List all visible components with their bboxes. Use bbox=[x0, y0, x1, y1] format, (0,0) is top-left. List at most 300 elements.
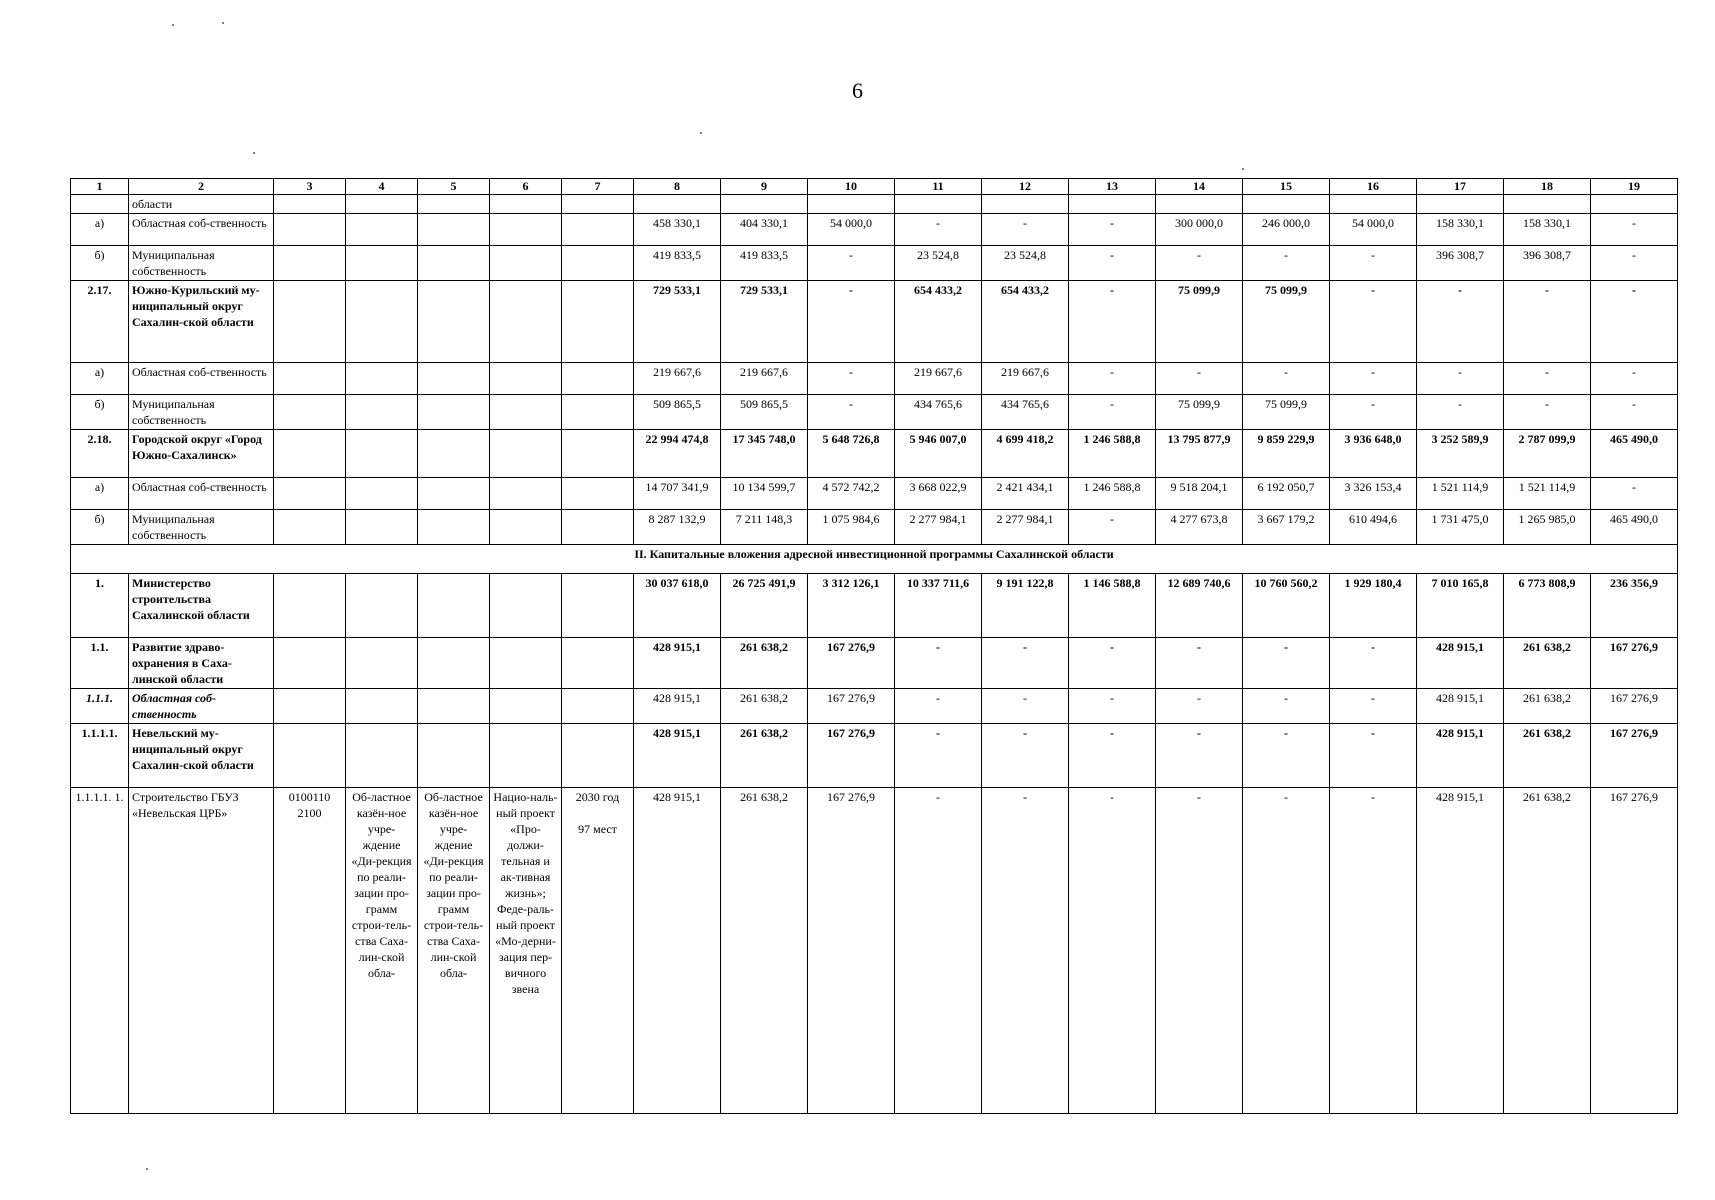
cell-col-4 bbox=[346, 363, 418, 395]
column-number-19: 19 bbox=[1591, 179, 1678, 195]
cell-col-16: - bbox=[1330, 689, 1417, 724]
column-number-10: 10 bbox=[808, 179, 895, 195]
cell-col-1: б) bbox=[71, 510, 129, 545]
cell-col-16: 1 929 180,4 bbox=[1330, 574, 1417, 638]
cell-col-19: - bbox=[1591, 395, 1678, 430]
cell-col-14: - bbox=[1156, 638, 1243, 689]
cell-col-11: 654 433,2 bbox=[895, 281, 982, 363]
cell-col-3 bbox=[274, 478, 346, 510]
cell-col-8: 458 330,1 bbox=[634, 214, 721, 246]
cell-col-15: 6 192 050,7 bbox=[1243, 478, 1330, 510]
cell-col-12: - bbox=[982, 724, 1069, 788]
cell-col-9: 26 725 491,9 bbox=[721, 574, 808, 638]
cell-col-3 bbox=[274, 724, 346, 788]
cell-col-15 bbox=[1243, 195, 1330, 214]
scan-speck bbox=[253, 152, 255, 154]
cell-col-14: - bbox=[1156, 724, 1243, 788]
cell-col-14: - bbox=[1156, 246, 1243, 281]
cell-col-10: 1 075 984,6 bbox=[808, 510, 895, 545]
cell-col-5 bbox=[418, 395, 490, 430]
cell-col-2: Муниципальная собственность bbox=[129, 510, 274, 545]
cell-col-10: 5 648 726,8 bbox=[808, 430, 895, 478]
cell-col-6 bbox=[490, 246, 562, 281]
cell-col-19: 167 276,9 bbox=[1591, 638, 1678, 689]
cell-col-1: б) bbox=[71, 395, 129, 430]
cell-col-16: 3 326 153,4 bbox=[1330, 478, 1417, 510]
column-number-6: 6 bbox=[490, 179, 562, 195]
cell-col-3 bbox=[274, 395, 346, 430]
cell-col-13: - bbox=[1069, 788, 1156, 1114]
cell-col-16: - bbox=[1330, 363, 1417, 395]
cell-col-18: 396 308,7 bbox=[1504, 246, 1591, 281]
cell-col-12: 434 765,6 bbox=[982, 395, 1069, 430]
scan-speck bbox=[172, 24, 174, 26]
cell-col-15: - bbox=[1243, 638, 1330, 689]
cell-col-13: - bbox=[1069, 724, 1156, 788]
cell-col-4 bbox=[346, 638, 418, 689]
cell-col-4: Об-ластное казён-ное учре-ждение «Ди-рекция по реали-зации про-грамм строи-тель-ства Саха-лин-ской обла- bbox=[346, 788, 418, 1114]
cell-col-11: - bbox=[895, 638, 982, 689]
cell-col-2: Муниципальная собственность bbox=[129, 246, 274, 281]
table-row bbox=[71, 195, 1678, 214]
cell-col-16: 3 936 648,0 bbox=[1330, 430, 1417, 478]
table-row bbox=[71, 430, 1678, 478]
table-row bbox=[71, 689, 1678, 724]
cell-col-10: 167 276,9 bbox=[808, 638, 895, 689]
cell-col-18: 261 638,2 bbox=[1504, 638, 1591, 689]
cell-col-12: - bbox=[982, 214, 1069, 246]
cell-col-15: - bbox=[1243, 689, 1330, 724]
cell-col-9 bbox=[721, 195, 808, 214]
cell-col-18: 261 638,2 bbox=[1504, 788, 1591, 1114]
cell-col-8: 14 707 341,9 bbox=[634, 478, 721, 510]
cell-col-4 bbox=[346, 430, 418, 478]
cell-col-2: Городской округ «Город Южно-Сахалинск» bbox=[129, 430, 274, 478]
cell-col-2: Невельский му-ниципальный округ Сахалин-ской области bbox=[129, 724, 274, 788]
column-number-12: 12 bbox=[982, 179, 1069, 195]
column-number-14: 14 bbox=[1156, 179, 1243, 195]
cell-col-19: 236 356,9 bbox=[1591, 574, 1678, 638]
cell-col-12: 219 667,6 bbox=[982, 363, 1069, 395]
cell-col-12: 4 699 418,2 bbox=[982, 430, 1069, 478]
cell-col-9: 509 865,5 bbox=[721, 395, 808, 430]
cell-col-3 bbox=[274, 214, 346, 246]
column-number-13: 13 bbox=[1069, 179, 1156, 195]
table-row bbox=[71, 510, 1678, 545]
cell-col-1: 1.1. bbox=[71, 638, 129, 689]
cell-col-6 bbox=[490, 478, 562, 510]
cell-col-16: - bbox=[1330, 638, 1417, 689]
cell-col-16: 54 000,0 bbox=[1330, 214, 1417, 246]
cell-col-5 bbox=[418, 724, 490, 788]
cell-col-11: 3 668 022,9 bbox=[895, 478, 982, 510]
cell-col-10: - bbox=[808, 246, 895, 281]
cell-col-11: 23 524,8 bbox=[895, 246, 982, 281]
table-row bbox=[71, 214, 1678, 246]
cell-col-13: - bbox=[1069, 281, 1156, 363]
cell-col-10: - bbox=[808, 281, 895, 363]
cell-col-14: - bbox=[1156, 363, 1243, 395]
cell-col-9: 419 833,5 bbox=[721, 246, 808, 281]
cell-col-18: 1 265 985,0 bbox=[1504, 510, 1591, 545]
cell-col-4 bbox=[346, 214, 418, 246]
cell-col-9: 261 638,2 bbox=[721, 788, 808, 1114]
cell-col-9: 261 638,2 bbox=[721, 724, 808, 788]
cell-col-19: 167 276,9 bbox=[1591, 724, 1678, 788]
table-row bbox=[71, 478, 1678, 510]
cell-col-12: 2 421 434,1 bbox=[982, 478, 1069, 510]
cell-col-3 bbox=[274, 510, 346, 545]
cell-col-9: 729 533,1 bbox=[721, 281, 808, 363]
column-number-15: 15 bbox=[1243, 179, 1330, 195]
cell-col-19: - bbox=[1591, 478, 1678, 510]
cell-col-13: 1 146 588,8 bbox=[1069, 574, 1156, 638]
cell-col-7 bbox=[562, 214, 634, 246]
table-row bbox=[71, 574, 1678, 638]
cell-col-2: области bbox=[129, 195, 274, 214]
cell-col-6 bbox=[490, 638, 562, 689]
cell-col-8: 428 915,1 bbox=[634, 689, 721, 724]
cell-col-5 bbox=[418, 510, 490, 545]
cell-col-12: - bbox=[982, 689, 1069, 724]
cell-col-13: - bbox=[1069, 395, 1156, 430]
cell-col-17: 7 010 165,8 bbox=[1417, 574, 1504, 638]
cell-col-15: 246 000,0 bbox=[1243, 214, 1330, 246]
cell-col-1: 1. bbox=[71, 574, 129, 638]
cell-col-8: 219 667,6 bbox=[634, 363, 721, 395]
cell-col-4 bbox=[346, 689, 418, 724]
cell-col-3: 0100110 2100 bbox=[274, 788, 346, 1114]
cell-col-8: 22 994 474,8 bbox=[634, 430, 721, 478]
column-number-1: 1 bbox=[71, 179, 129, 195]
cell-col-10: - bbox=[808, 363, 895, 395]
cell-col-4 bbox=[346, 195, 418, 214]
cell-col-6: Нацио-наль-ный проект «Про-должи-тельная и ак-тивная жизнь»; Феде-раль-ный проект «Мо-дерни-зация пер-вичного звена bbox=[490, 788, 562, 1114]
cell-col-6 bbox=[490, 510, 562, 545]
cell-col-9: 404 330,1 bbox=[721, 214, 808, 246]
column-number-3: 3 bbox=[274, 179, 346, 195]
cell-col-2: Областная соб-ственность bbox=[129, 478, 274, 510]
cell-col-17: 1 521 114,9 bbox=[1417, 478, 1504, 510]
cell-col-15: - bbox=[1243, 724, 1330, 788]
cell-col-11: 2 277 984,1 bbox=[895, 510, 982, 545]
cell-col-7 bbox=[562, 689, 634, 724]
cell-col-18 bbox=[1504, 195, 1591, 214]
cell-col-14: - bbox=[1156, 788, 1243, 1114]
cell-col-13: 1 246 588,8 bbox=[1069, 478, 1156, 510]
cell-col-5 bbox=[418, 281, 490, 363]
cell-col-2: Министерство строительства Сахалинской области bbox=[129, 574, 274, 638]
cell-col-13: - bbox=[1069, 689, 1156, 724]
cell-col-3 bbox=[274, 689, 346, 724]
cell-col-5 bbox=[418, 638, 490, 689]
cell-col-15: 9 859 229,9 bbox=[1243, 430, 1330, 478]
cell-col-8: 428 915,1 bbox=[634, 724, 721, 788]
cell-col-3 bbox=[274, 363, 346, 395]
cell-col-17: 428 915,1 bbox=[1417, 788, 1504, 1114]
cell-col-16 bbox=[1330, 195, 1417, 214]
cell-col-13: - bbox=[1069, 214, 1156, 246]
cell-col-15: 10 760 560,2 bbox=[1243, 574, 1330, 638]
cell-col-9: 261 638,2 bbox=[721, 689, 808, 724]
scan-speck bbox=[222, 22, 224, 24]
cell-col-1: 1.1.1.1. bbox=[71, 724, 129, 788]
table-row bbox=[71, 363, 1678, 395]
table-row bbox=[71, 246, 1678, 281]
cell-col-6 bbox=[490, 214, 562, 246]
cell-col-18: - bbox=[1504, 281, 1591, 363]
cell-col-3 bbox=[274, 246, 346, 281]
cell-col-4 bbox=[346, 478, 418, 510]
cell-col-13: - bbox=[1069, 638, 1156, 689]
cell-col-11: - bbox=[895, 214, 982, 246]
cell-col-16: - bbox=[1330, 788, 1417, 1114]
column-number-row bbox=[71, 179, 1678, 195]
cell-col-4 bbox=[346, 724, 418, 788]
cell-col-19: - bbox=[1591, 281, 1678, 363]
cell-col-18: 1 521 114,9 bbox=[1504, 478, 1591, 510]
table-row bbox=[71, 638, 1678, 689]
cell-col-1: 1.1.1.1. 1. bbox=[71, 788, 129, 1114]
cell-col-1: 2.17. bbox=[71, 281, 129, 363]
cell-col-7 bbox=[562, 478, 634, 510]
cell-col-12 bbox=[982, 195, 1069, 214]
scan-speck bbox=[1242, 168, 1244, 170]
cell-col-16: - bbox=[1330, 395, 1417, 430]
cell-col-5 bbox=[418, 214, 490, 246]
column-number-5: 5 bbox=[418, 179, 490, 195]
cell-col-14: 13 795 877,9 bbox=[1156, 430, 1243, 478]
cell-col-11: 434 765,6 bbox=[895, 395, 982, 430]
cell-col-18: - bbox=[1504, 395, 1591, 430]
cell-col-10: 54 000,0 bbox=[808, 214, 895, 246]
cell-col-1: 1.1.1. bbox=[71, 689, 129, 724]
cell-col-5 bbox=[418, 478, 490, 510]
table-row bbox=[71, 724, 1678, 788]
cell-col-14: - bbox=[1156, 689, 1243, 724]
cell-col-17: - bbox=[1417, 395, 1504, 430]
cell-col-6 bbox=[490, 574, 562, 638]
column-number-11: 11 bbox=[895, 179, 982, 195]
cell-col-15: 75 099,9 bbox=[1243, 395, 1330, 430]
cell-col-5 bbox=[418, 689, 490, 724]
cell-col-5 bbox=[418, 430, 490, 478]
cell-col-11: - bbox=[895, 689, 982, 724]
cell-col-6 bbox=[490, 281, 562, 363]
cell-col-7 bbox=[562, 638, 634, 689]
cell-col-6 bbox=[490, 724, 562, 788]
cell-col-2: Областная соб-ственность bbox=[129, 214, 274, 246]
cell-col-8: 729 533,1 bbox=[634, 281, 721, 363]
cell-col-9: 10 134 599,7 bbox=[721, 478, 808, 510]
cell-col-7 bbox=[562, 246, 634, 281]
cell-col-15: 75 099,9 bbox=[1243, 281, 1330, 363]
cell-col-13 bbox=[1069, 195, 1156, 214]
cell-col-6 bbox=[490, 195, 562, 214]
cell-col-19: - bbox=[1591, 363, 1678, 395]
cell-col-14: 12 689 740,6 bbox=[1156, 574, 1243, 638]
investment-table bbox=[70, 178, 1678, 1114]
cell-col-8: 428 915,1 bbox=[634, 788, 721, 1114]
cell-col-19: 465 490,0 bbox=[1591, 510, 1678, 545]
cell-col-19: 167 276,9 bbox=[1591, 788, 1678, 1114]
cell-col-10: 167 276,9 bbox=[808, 724, 895, 788]
cell-col-5: Об-ластное казён-ное учре-ждение «Ди-рекция по реали-зации про-грамм строи-тель-ства Саха-лин-ской обла- bbox=[418, 788, 490, 1114]
cell-col-17: 158 330,1 bbox=[1417, 214, 1504, 246]
cell-col-11: 10 337 711,6 bbox=[895, 574, 982, 638]
section-heading: II. Капитальные вложения адресной инвестиционной программы Сахалинской области bbox=[71, 545, 1678, 574]
cell-col-18: 6 773 808,9 bbox=[1504, 574, 1591, 638]
cell-col-19: 167 276,9 bbox=[1591, 689, 1678, 724]
cell-col-2: Строительство ГБУЗ «Невельская ЦРБ» bbox=[129, 788, 274, 1114]
cell-col-2: Развитие здраво-охранения в Саха-линской области bbox=[129, 638, 274, 689]
cell-col-3 bbox=[274, 281, 346, 363]
cell-col-7 bbox=[562, 574, 634, 638]
cell-col-5 bbox=[418, 195, 490, 214]
cell-col-15: - bbox=[1243, 363, 1330, 395]
cell-col-16: - bbox=[1330, 246, 1417, 281]
cell-col-9: 7 211 148,3 bbox=[721, 510, 808, 545]
cell-col-3 bbox=[274, 638, 346, 689]
cell-col-5 bbox=[418, 574, 490, 638]
cell-col-2: Муниципальная собственность bbox=[129, 395, 274, 430]
cell-col-7: 2030 год 97 мест bbox=[562, 788, 634, 1114]
cell-col-9: 219 667,6 bbox=[721, 363, 808, 395]
cell-col-6 bbox=[490, 395, 562, 430]
cell-col-7 bbox=[562, 430, 634, 478]
cell-col-9: 261 638,2 bbox=[721, 638, 808, 689]
cell-col-7 bbox=[562, 510, 634, 545]
cell-col-8 bbox=[634, 195, 721, 214]
cell-col-8: 419 833,5 bbox=[634, 246, 721, 281]
cell-col-1: б) bbox=[71, 246, 129, 281]
cell-col-12: - bbox=[982, 788, 1069, 1114]
cell-col-17: 428 915,1 bbox=[1417, 689, 1504, 724]
cell-col-13: - bbox=[1069, 363, 1156, 395]
cell-col-5 bbox=[418, 246, 490, 281]
cell-col-12: 23 524,8 bbox=[982, 246, 1069, 281]
cell-col-5 bbox=[418, 363, 490, 395]
cell-col-2: Областная соб-ственность bbox=[129, 689, 274, 724]
table-row bbox=[71, 788, 1678, 1114]
cell-col-7 bbox=[562, 395, 634, 430]
cell-col-8: 428 915,1 bbox=[634, 638, 721, 689]
cell-col-6 bbox=[490, 689, 562, 724]
cell-col-9: 17 345 748,0 bbox=[721, 430, 808, 478]
cell-col-2: Областная соб-ственность bbox=[129, 363, 274, 395]
cell-col-1: а) bbox=[71, 363, 129, 395]
cell-col-13: 1 246 588,8 bbox=[1069, 430, 1156, 478]
table-row bbox=[71, 395, 1678, 430]
scan-speck bbox=[146, 1168, 148, 1170]
cell-col-1: а) bbox=[71, 214, 129, 246]
cell-col-12: - bbox=[982, 638, 1069, 689]
cell-col-6 bbox=[490, 363, 562, 395]
cell-col-15: - bbox=[1243, 788, 1330, 1114]
cell-col-14: 9 518 204,1 bbox=[1156, 478, 1243, 510]
cell-col-18: 261 638,2 bbox=[1504, 689, 1591, 724]
cell-col-17: 428 915,1 bbox=[1417, 724, 1504, 788]
page-number: 6 bbox=[852, 78, 863, 103]
cell-col-11: - bbox=[895, 788, 982, 1114]
cell-col-7 bbox=[562, 363, 634, 395]
cell-col-3 bbox=[274, 195, 346, 214]
cell-col-17: - bbox=[1417, 363, 1504, 395]
scan-speck bbox=[700, 132, 702, 134]
column-number-4: 4 bbox=[346, 179, 418, 195]
column-number-9: 9 bbox=[721, 179, 808, 195]
cell-col-11: 5 946 007,0 bbox=[895, 430, 982, 478]
cell-col-16: - bbox=[1330, 724, 1417, 788]
cell-col-4 bbox=[346, 395, 418, 430]
cell-col-17: 428 915,1 bbox=[1417, 638, 1504, 689]
cell-col-4 bbox=[346, 281, 418, 363]
cell-col-14: 75 099,9 bbox=[1156, 281, 1243, 363]
column-number-2: 2 bbox=[129, 179, 274, 195]
cell-col-4 bbox=[346, 510, 418, 545]
cell-col-1: а) bbox=[71, 478, 129, 510]
cell-col-10: - bbox=[808, 395, 895, 430]
cell-col-14: 300 000,0 bbox=[1156, 214, 1243, 246]
cell-col-14: 75 099,9 bbox=[1156, 395, 1243, 430]
cell-col-16: 610 494,6 bbox=[1330, 510, 1417, 545]
cell-col-8: 509 865,5 bbox=[634, 395, 721, 430]
cell-col-4 bbox=[346, 574, 418, 638]
cell-col-17: 396 308,7 bbox=[1417, 246, 1504, 281]
cell-col-18: 2 787 099,9 bbox=[1504, 430, 1591, 478]
cell-col-7 bbox=[562, 724, 634, 788]
cell-col-19: 465 490,0 bbox=[1591, 430, 1678, 478]
cell-col-11: - bbox=[895, 724, 982, 788]
cell-col-14: 4 277 673,8 bbox=[1156, 510, 1243, 545]
section-heading-row bbox=[71, 545, 1678, 574]
cell-col-18: 261 638,2 bbox=[1504, 724, 1591, 788]
cell-col-11: 219 667,6 bbox=[895, 363, 982, 395]
cell-col-19 bbox=[1591, 195, 1678, 214]
cell-col-12: 654 433,2 bbox=[982, 281, 1069, 363]
cell-col-18: 158 330,1 bbox=[1504, 214, 1591, 246]
cell-col-17 bbox=[1417, 195, 1504, 214]
cell-col-17: 1 731 475,0 bbox=[1417, 510, 1504, 545]
cell-col-8: 30 037 618,0 bbox=[634, 574, 721, 638]
cell-col-3 bbox=[274, 574, 346, 638]
cell-col-10: 3 312 126,1 bbox=[808, 574, 895, 638]
cell-col-19: - bbox=[1591, 246, 1678, 281]
table-row bbox=[71, 281, 1678, 363]
cell-col-18: - bbox=[1504, 363, 1591, 395]
cell-col-13: - bbox=[1069, 510, 1156, 545]
cell-col-16: - bbox=[1330, 281, 1417, 363]
cell-col-6 bbox=[490, 430, 562, 478]
cell-col-19: - bbox=[1591, 214, 1678, 246]
cell-col-3 bbox=[274, 430, 346, 478]
cell-col-10: 167 276,9 bbox=[808, 689, 895, 724]
cell-col-1: 2.18. bbox=[71, 430, 129, 478]
cell-col-10: 4 572 742,2 bbox=[808, 478, 895, 510]
column-number-17: 17 bbox=[1417, 179, 1504, 195]
cell-col-4 bbox=[346, 246, 418, 281]
column-number-7: 7 bbox=[562, 179, 634, 195]
cell-col-17: 3 252 589,9 bbox=[1417, 430, 1504, 478]
cell-col-12: 2 277 984,1 bbox=[982, 510, 1069, 545]
cell-col-7 bbox=[562, 195, 634, 214]
cell-col-2: Южно-Курильский му-ниципальный округ Сахалин-ской области bbox=[129, 281, 274, 363]
cell-col-13: - bbox=[1069, 246, 1156, 281]
column-number-16: 16 bbox=[1330, 179, 1417, 195]
cell-col-7 bbox=[562, 281, 634, 363]
cell-col-11 bbox=[895, 195, 982, 214]
column-number-18: 18 bbox=[1504, 179, 1591, 195]
